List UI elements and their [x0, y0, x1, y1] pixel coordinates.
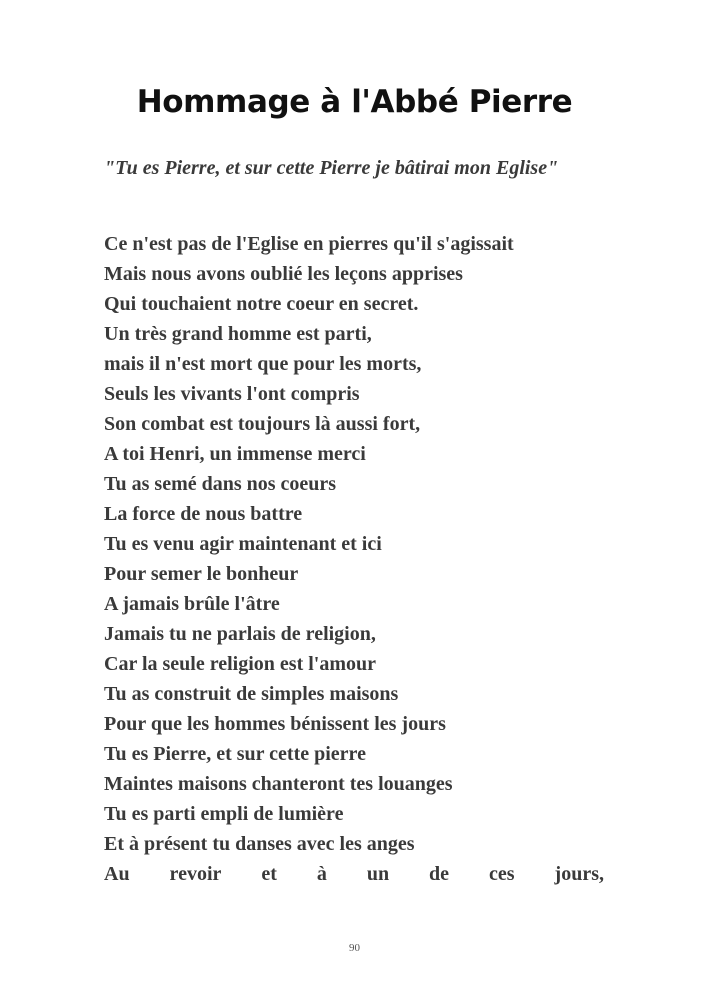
poem-line: Son combat est toujours là aussi fort,	[104, 413, 421, 435]
poem-line: Maintes maisons chanteront tes louanges	[104, 773, 453, 795]
poem-word: Au	[104, 863, 130, 885]
poem-line: Et à présent tu danses avec les anges	[104, 833, 415, 855]
poem-word: à	[316, 863, 327, 885]
poem-line: Tu es parti empli de lumière	[104, 803, 344, 825]
page-title: Hommage à l'Abbé Pierre	[136, 84, 573, 120]
poem-line: Pour semer le bonheur	[104, 563, 299, 585]
poem-line: Tu as semé dans nos coeurs	[104, 473, 337, 495]
poem-line: Tu es Pierre, et sur cette pierre	[104, 743, 366, 765]
poem-line: A toi Henri, un immense merci	[104, 443, 366, 465]
poem-line: Qui touchaient notre coeur en secret.	[104, 293, 419, 315]
poem-line: Tu as construit de simples maisons	[104, 683, 399, 705]
poem-line: Pour que les hommes bénissent les jours	[104, 713, 446, 735]
poem-line: Un très grand homme est parti,	[104, 323, 372, 345]
epigraph: "Tu es Pierre, et sur cette Pierre je bâtirai mon Eglise"	[104, 157, 559, 179]
poem-word: jours,	[554, 863, 604, 885]
poem-line: Seuls les vivants l'ont compris	[104, 383, 360, 405]
poem-line: Mais nous avons oublié les leçons apprises	[104, 263, 463, 285]
poem-line: mais il n'est mort que pour les morts,	[104, 353, 422, 375]
poem-line: Ce n'est pas de l'Eglise en pierres qu'il s'agissait	[104, 233, 514, 255]
poem-line: A jamais brûle l'âtre	[104, 593, 280, 615]
poem-word: de	[429, 863, 450, 885]
poem-word: ces	[489, 863, 515, 885]
poem-line-justified	[104, 859, 604, 889]
poem-body	[104, 229, 604, 889]
poem-line: Car la seule religion est l'amour	[104, 653, 377, 675]
poem-line: Tu es venu agir maintenant et ici	[104, 533, 382, 555]
page-number: 90	[349, 942, 360, 954]
poem-word: et	[261, 863, 277, 885]
poem-word: un	[366, 863, 390, 885]
poem-word: revoir	[169, 863, 222, 885]
poem-line: Jamais tu ne parlais de religion,	[104, 623, 376, 645]
poem-line: La force de nous battre	[104, 503, 303, 525]
